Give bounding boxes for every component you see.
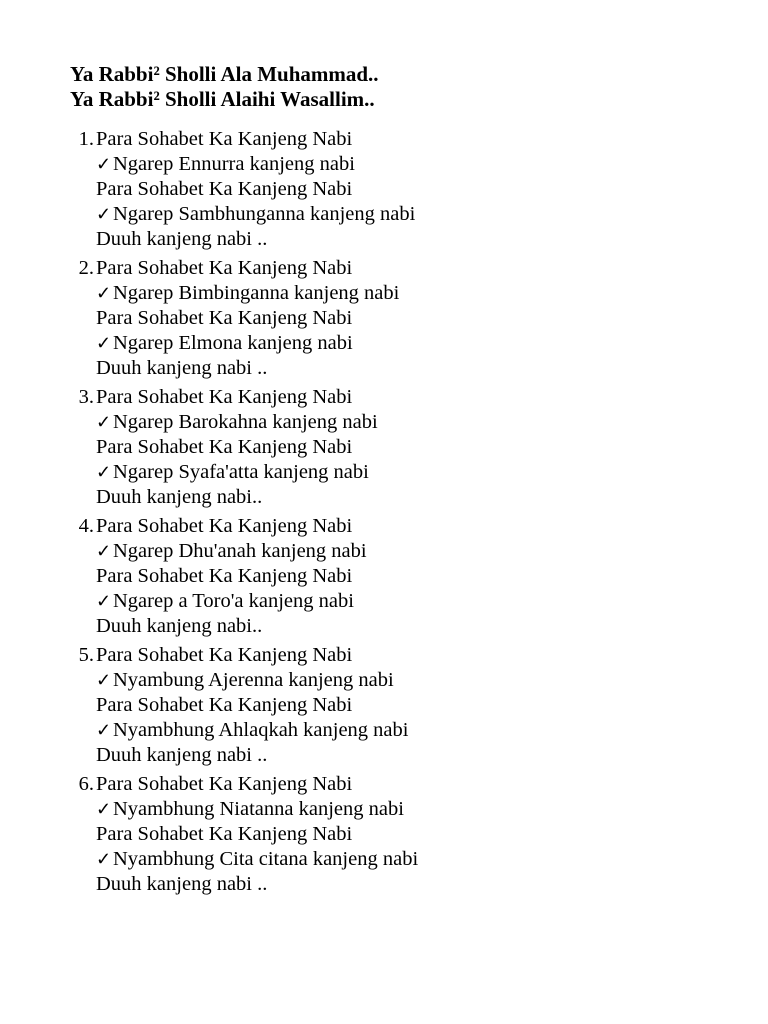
checked-line — [70, 410, 730, 435]
checkmark-icon: ✓ — [96, 541, 112, 561]
checked-line — [70, 589, 730, 614]
checked-line — [70, 281, 730, 306]
checkmark-icon: ✓ — [96, 799, 112, 819]
checked-line — [70, 202, 730, 227]
verse-line: Para Sohabet Ka Kanjeng Nabi — [96, 128, 353, 150]
verse-line: Para Sohabet Ka Kanjeng Nabi — [96, 515, 353, 537]
checked-line-text: Nyambhung Cita citana kanjeng nabi — [113, 848, 419, 870]
checkmark-icon: ✓ — [96, 462, 112, 482]
checked-line — [70, 152, 730, 177]
checked-line-text: Ngarep Barokahna kanjeng nabi — [113, 411, 378, 433]
checked-line — [70, 847, 730, 872]
verse-line: Para Sohabet Ka Kanjeng Nabi — [96, 565, 353, 587]
verse-2 — [70, 256, 730, 381]
title-line-1: Ya Rabbi² Sholli Ala Muhammad.. — [70, 62, 379, 86]
verse-6 — [70, 772, 730, 897]
verse-number: 6. — [78, 773, 94, 795]
verse-closing: Duuh kanjeng nabi .. — [96, 357, 268, 379]
checked-line-text: Ngarep Syafa'atta kanjeng nabi — [113, 461, 369, 483]
verse-line: Para Sohabet Ka Kanjeng Nabi — [96, 386, 353, 408]
verse-1 — [70, 127, 730, 252]
checked-line-text: Ngarep Ennurra kanjeng nabi — [113, 153, 355, 175]
checked-line — [70, 331, 730, 356]
verse-closing: Duuh kanjeng nabi.. — [96, 486, 263, 508]
title-line-2: Ya Rabbi² Sholli Alaihi Wasallim.. — [70, 87, 375, 111]
verse-line: Para Sohabet Ka Kanjeng Nabi — [96, 773, 353, 795]
checkmark-icon: ✓ — [96, 283, 112, 303]
checked-line-text: Nyambhung Ahlaqkah kanjeng nabi — [113, 719, 409, 741]
checked-line — [70, 797, 730, 822]
checked-line-text: Ngarep Elmona kanjeng nabi — [113, 332, 353, 354]
verse-line: Para Sohabet Ka Kanjeng Nabi — [96, 178, 353, 200]
verse-3 — [70, 385, 730, 510]
verse-closing: Duuh kanjeng nabi.. — [96, 615, 263, 637]
checked-line-text: Ngarep Dhu'anah kanjeng nabi — [113, 540, 367, 562]
verse-closing: Duuh kanjeng nabi .. — [96, 744, 268, 766]
verse-number: 1. — [78, 128, 94, 150]
checkmark-icon: ✓ — [96, 204, 112, 224]
verse-line: Para Sohabet Ka Kanjeng Nabi — [96, 694, 353, 716]
checked-line — [70, 668, 730, 693]
verse-line: Para Sohabet Ka Kanjeng Nabi — [96, 644, 353, 666]
verse-number: 3. — [78, 386, 94, 408]
checked-line — [70, 460, 730, 485]
checkmark-icon: ✓ — [96, 670, 112, 690]
checked-line — [70, 718, 730, 743]
checkmark-icon: ✓ — [96, 720, 112, 740]
verse-closing: Duuh kanjeng nabi .. — [96, 873, 268, 895]
verse-number: 2. — [78, 257, 94, 279]
checked-line-text: Ngarep Sambhunganna kanjeng nabi — [113, 203, 416, 225]
checkmark-icon: ✓ — [96, 154, 112, 174]
verse-4 — [70, 514, 730, 639]
verse-number: 5. — [78, 644, 94, 666]
verse-line: Para Sohabet Ka Kanjeng Nabi — [96, 823, 353, 845]
verse-list — [70, 127, 730, 901]
checked-line-text: Ngarep Bimbinganna kanjeng nabi — [113, 282, 400, 304]
verse-line: Para Sohabet Ka Kanjeng Nabi — [96, 436, 353, 458]
checked-line-text: Nyambhung Niatanna kanjeng nabi — [113, 798, 404, 820]
verse-line: Para Sohabet Ka Kanjeng Nabi — [96, 257, 353, 279]
verse-number: 4. — [78, 515, 94, 537]
checkmark-icon: ✓ — [96, 412, 112, 432]
checkmark-icon: ✓ — [96, 333, 112, 353]
document-title — [70, 62, 379, 112]
verse-closing: Duuh kanjeng nabi .. — [96, 228, 268, 250]
verse-line: Para Sohabet Ka Kanjeng Nabi — [96, 307, 353, 329]
checkmark-icon: ✓ — [96, 849, 112, 869]
verse-5 — [70, 643, 730, 768]
checked-line-text: Ngarep a Toro'a kanjeng nabi — [113, 590, 354, 612]
checked-line — [70, 539, 730, 564]
checked-line-text: Nyambung Ajerenna kanjeng nabi — [113, 669, 394, 691]
checkmark-icon: ✓ — [96, 591, 112, 611]
